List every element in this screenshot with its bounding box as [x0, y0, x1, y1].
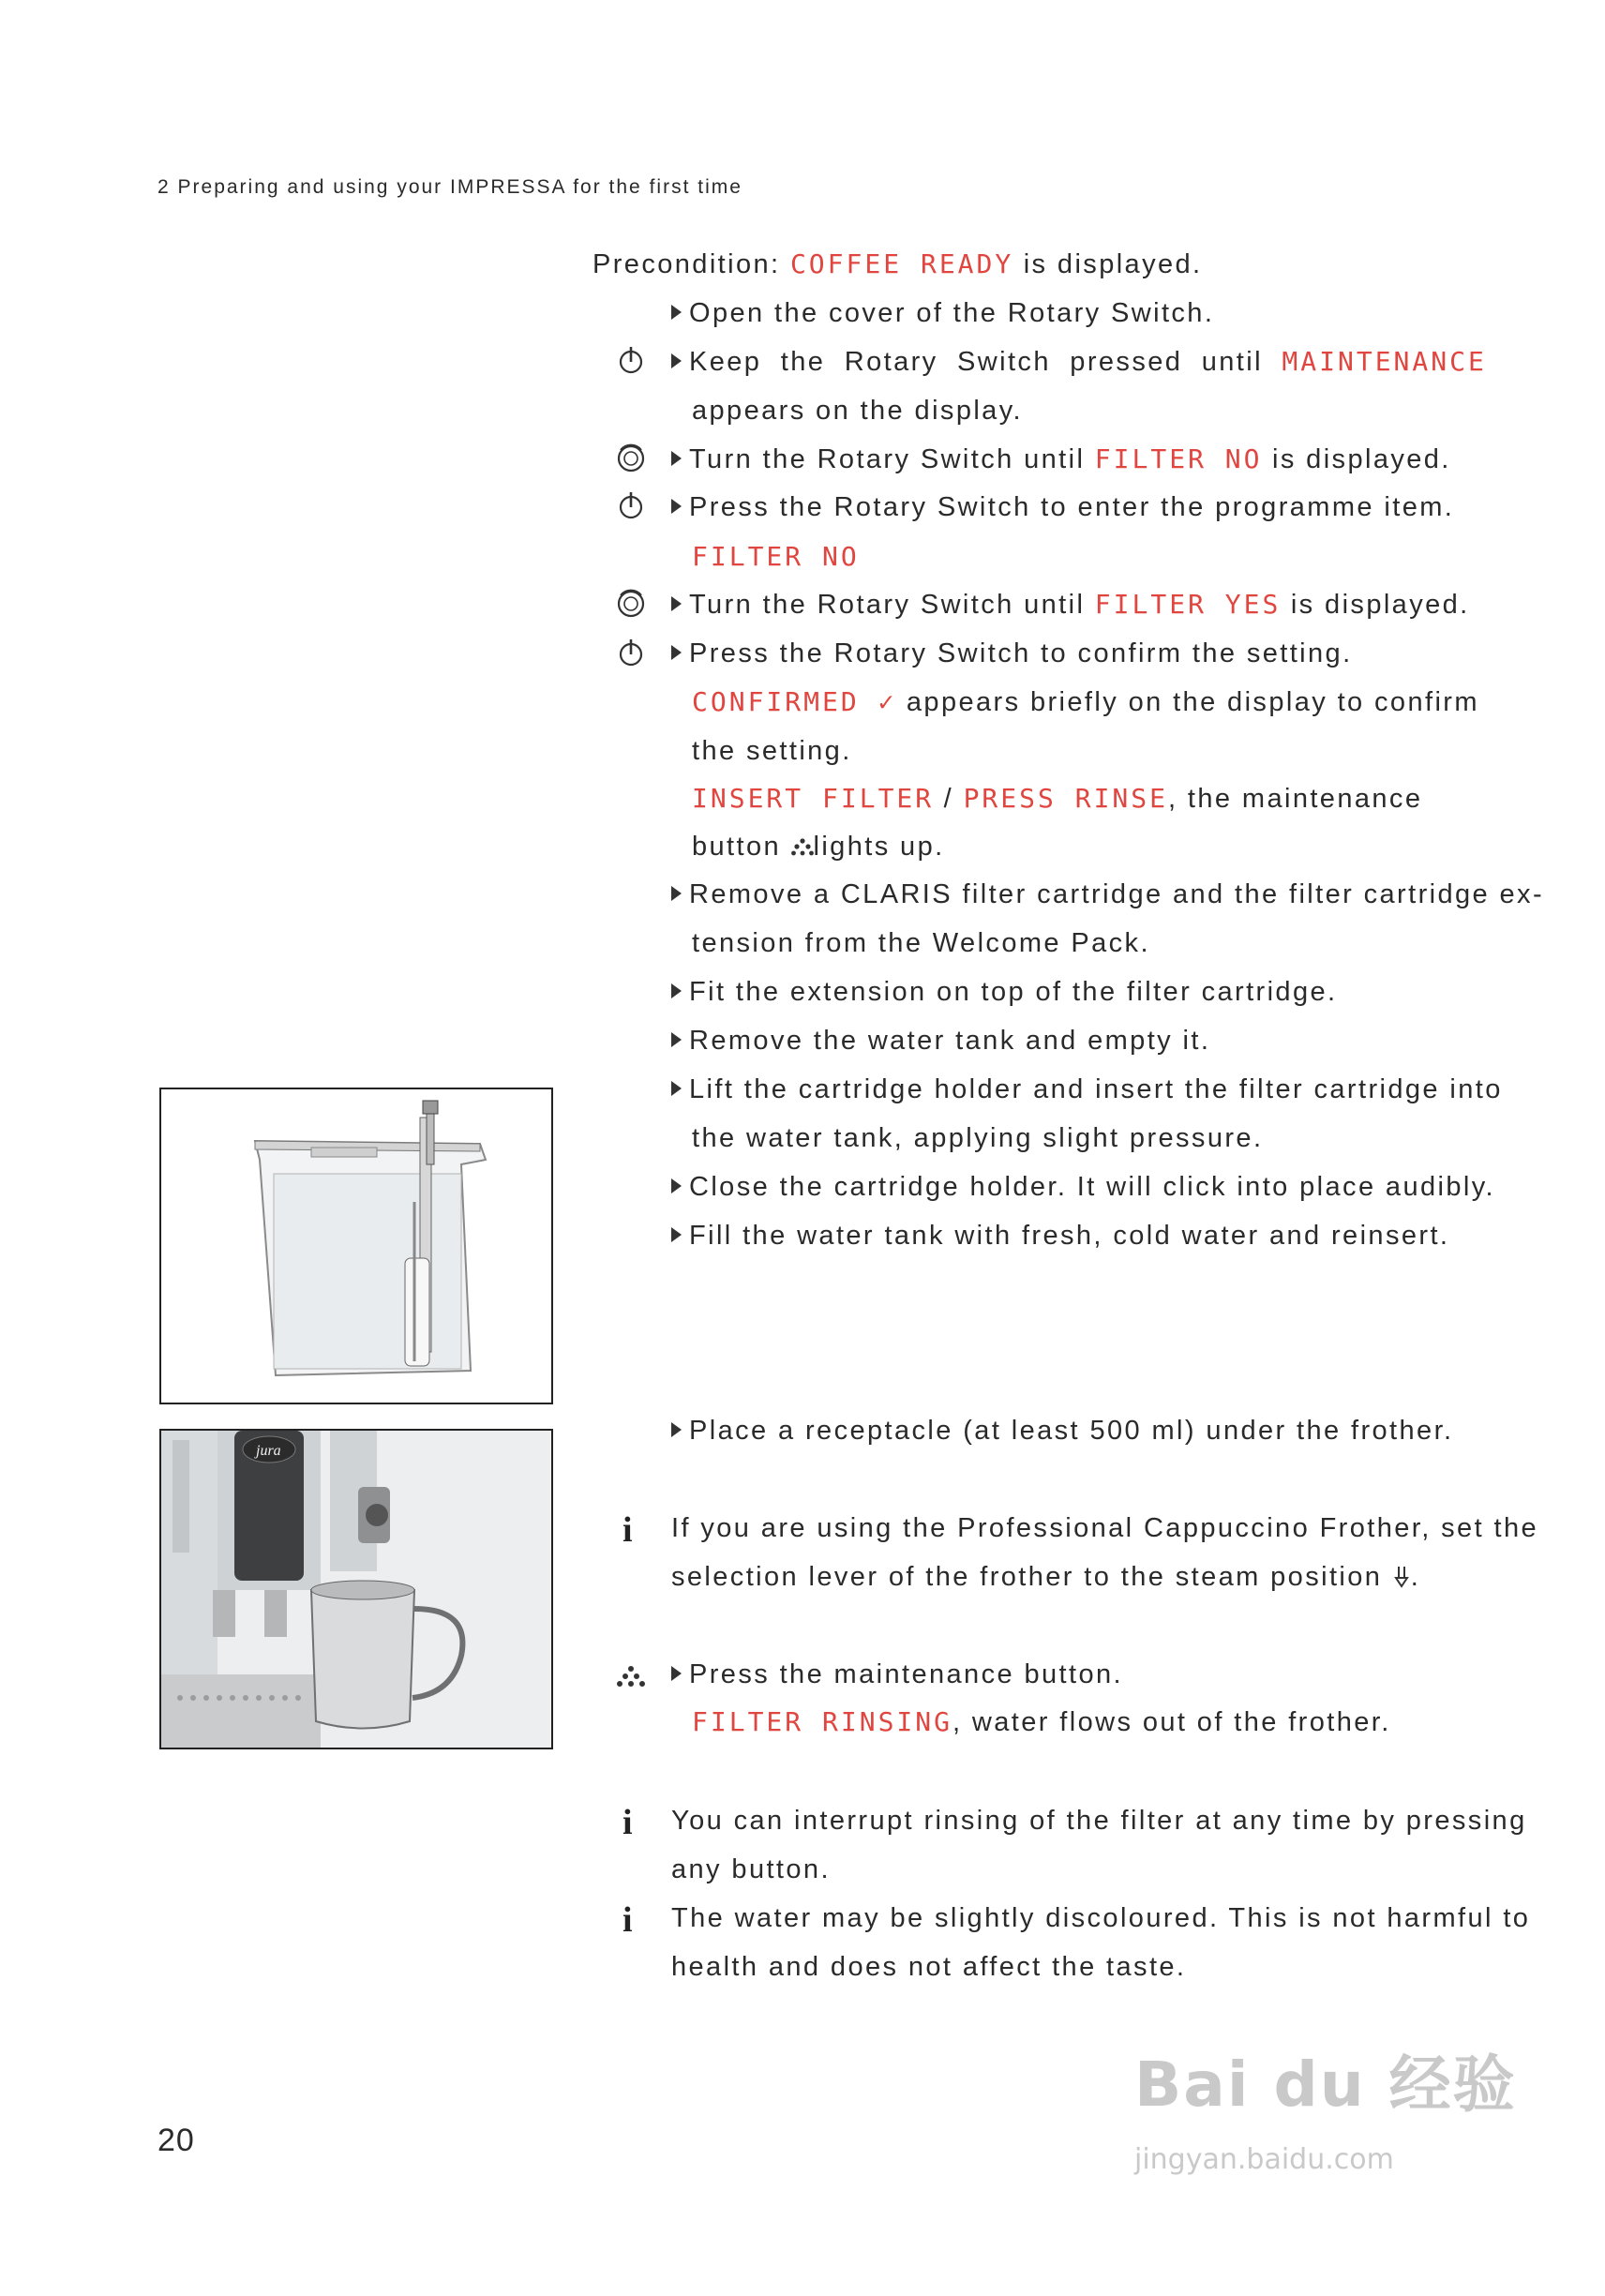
info-discoloured-cont: health and does not affect the taste. [671, 1952, 1187, 1982]
steam-icon [1392, 1565, 1411, 1589]
lcd-confirmed: CONFIRMED ✓ [692, 686, 897, 717]
step-text: Turn the Rotary Switch until [689, 444, 1086, 474]
step-open-cover [671, 300, 1214, 327]
baidu-watermark-url: jingyan.baidu.com [1134, 2143, 1394, 2176]
info-icon: i [622, 1803, 633, 1842]
info-frother-cont: selection lever of the frother to the steam position . [671, 1562, 1421, 1592]
lcd-filter-rinsing: FILTER RINSING [692, 1706, 953, 1737]
step-text: Press the Rotary Switch to enter the programme item. [689, 492, 1455, 522]
step-text: button [692, 832, 782, 862]
step-text: selection lever of the frother to the steam position [671, 1562, 1383, 1592]
bullet-arrow-icon [671, 886, 682, 901]
step-text: Fill the water tank with fresh, cold water and reinsert. [689, 1221, 1450, 1251]
step-text: Remove a CLARIS filter cartridge and the filter cartridge ex- [689, 879, 1544, 909]
bullet-arrow-icon [671, 305, 682, 320]
jura-logo: jura [256, 1443, 281, 1459]
step-text: Close the cartridge holder. It will click into place audibly. [689, 1172, 1495, 1202]
bullet-arrow-icon [671, 983, 682, 998]
step-press-maintenance [671, 1661, 1123, 1688]
step-text-suffix: is displayed. [1290, 590, 1470, 620]
step-text: Place a receptacle (at least 500 ml) under the frother. [689, 1416, 1454, 1446]
step-text: Turn the Rotary Switch until [689, 590, 1086, 620]
step-remove-tank [671, 1028, 1210, 1055]
step-lift-holder-cont: the water tank, applying slight pressure. [692, 1123, 1264, 1153]
lcd-filter-no: FILTER NO [1094, 443, 1263, 474]
info-interrupt-line: You can interrupt rinsing of the filter at any time by pressing [671, 1806, 1527, 1836]
rotary-push-icon [615, 344, 647, 376]
baidu-watermark-logo: Bai du 经验 [1134, 2048, 1517, 2121]
step-text: Open the cover of the Rotary Switch. [689, 298, 1215, 328]
bullet-arrow-icon [671, 645, 682, 660]
running-header: 2 Preparing and using your IMPRESSA for the first time [158, 176, 742, 198]
precondition-label: Precondition: [592, 249, 781, 279]
info-icon: i [622, 1900, 633, 1940]
info-interrupt-cont: any button. [671, 1854, 831, 1884]
info-frother-line: If you are using the Professional Cappuccino Frother, set the [671, 1513, 1539, 1543]
bullet-arrow-icon [671, 1081, 682, 1096]
step-turn-filter-no [671, 443, 1451, 474]
rotary-push-icon [615, 489, 647, 521]
page-number: 20 [158, 2123, 195, 2158]
rotary-turn-icon [615, 443, 647, 474]
step-text: Press the Rotary Switch to confirm the setting. [689, 638, 1353, 668]
rotary-turn-icon [615, 588, 647, 620]
info-discoloured-line: The water may be slightly discoloured. This is not harmful to [671, 1903, 1531, 1933]
lcd-filter-no: FILTER NO [692, 541, 860, 572]
step-remove-claris-cont: tension from the Welcome Pack. [692, 928, 1150, 958]
step-text: appears briefly on the display to confirm [906, 687, 1479, 717]
step-text: Remove the water tank and empty it. [689, 1026, 1211, 1056]
step-text: , water flows out of the frother. [952, 1707, 1391, 1737]
bullet-arrow-icon [671, 1422, 682, 1437]
step-turn-filter-yes [671, 589, 1470, 620]
step-press-confirm [671, 640, 1353, 668]
step-close-holder [671, 1174, 1495, 1201]
bullet-arrow-icon [671, 451, 682, 466]
lcd-coffee-ready: COFFEE READY [789, 248, 1014, 279]
lcd-insert-filter: INSERT FILTER [692, 783, 935, 814]
bullet-arrow-icon [671, 499, 682, 514]
step-text: Lift the cartridge holder and insert the filter cartridge into [689, 1074, 1503, 1104]
step-keep-pressed [671, 346, 1487, 377]
bullet-arrow-icon [671, 353, 682, 368]
water-tank-figure [159, 1088, 553, 1404]
coffee-machine-figure [159, 1429, 553, 1749]
step-confirmed-cont: the setting. [692, 736, 852, 766]
maintenance-icon [615, 1660, 647, 1692]
step-text: lights up. [813, 832, 945, 862]
lcd-filter-yes: FILTER YES [1094, 589, 1282, 620]
step-remove-claris [671, 881, 1544, 908]
step-press-enter [671, 494, 1454, 521]
step-filter-rinsing [692, 1706, 1391, 1737]
bullet-arrow-icon [671, 1032, 682, 1047]
separator: / [943, 784, 954, 814]
step-text: Fit the extension on top of the filter cartridge. [689, 977, 1338, 1007]
step-insert-filter-line [692, 783, 1423, 814]
step-lift-holder [671, 1076, 1503, 1103]
step-text: , the maintenance [1168, 784, 1423, 814]
step-confirmed-line [692, 686, 1479, 717]
bullet-arrow-icon [671, 1666, 682, 1681]
precondition-line [592, 248, 1203, 279]
step-text: Press the maintenance button. [689, 1659, 1123, 1689]
bullet-arrow-icon [671, 596, 682, 611]
maintenance-icon [791, 836, 814, 857]
step-place-receptacle [671, 1418, 1453, 1445]
step-keep-pressed-cont: appears on the display. [692, 396, 1023, 426]
lcd-press-rinse: PRESS RINSE [963, 783, 1168, 814]
info-icon: i [622, 1510, 633, 1550]
step-text: Keep the Rotary Switch pressed until [689, 347, 1263, 377]
precondition-suffix: is displayed. [1023, 249, 1203, 279]
bullet-arrow-icon [671, 1227, 682, 1242]
lcd-maintenance: MAINTENANCE [1282, 346, 1487, 377]
step-text-suffix: is displayed. [1271, 444, 1451, 474]
step-button-lights [692, 833, 945, 861]
bullet-arrow-icon [671, 1178, 682, 1193]
step-fill-tank [671, 1223, 1449, 1250]
water-tank-illustration [161, 1089, 551, 1403]
rotary-push-icon [615, 637, 647, 668]
coffee-machine-illustration [161, 1431, 551, 1748]
step-fit-extension [671, 979, 1337, 1006]
